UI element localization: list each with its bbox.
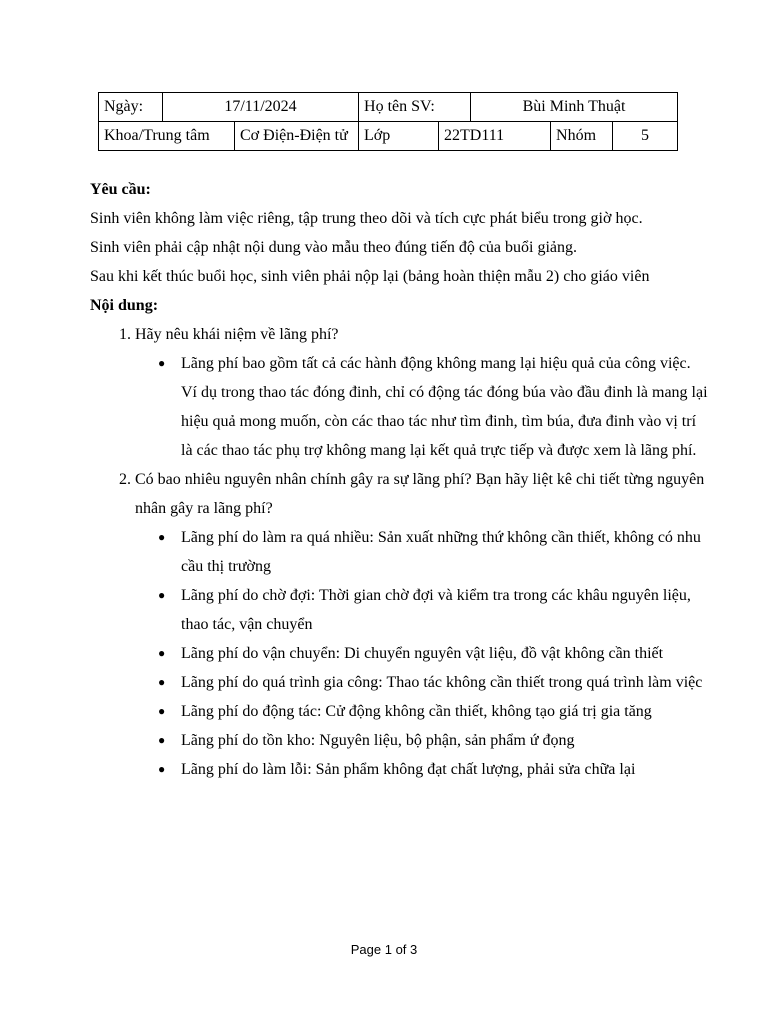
date-label: Ngày: bbox=[99, 93, 163, 122]
student-info-table bbox=[98, 92, 678, 151]
content-heading: Nội dung: bbox=[90, 297, 159, 314]
requirement-line: Sinh viên phải cập nhật nội dung vào mẫu theo đúng tiến độ của buổi giảng. bbox=[90, 239, 578, 256]
answer-item: ● Lãng phí do quá trình gia công: Thao tác không cần thiết trong quá trình làm việc bbox=[181, 668, 710, 697]
question-text: Có bao nhiêu nguyên nhân chính gây ra sự lãng phí? Bạn hãy liệt kê chi tiết từng nguyên nhân gây ra lãng phí? bbox=[135, 471, 705, 517]
class-value: 22TD111 bbox=[439, 122, 551, 151]
requirement-line: Sinh viên không làm việc riêng, tập trung theo dõi và tích cực phát biểu trong giờ học. bbox=[90, 210, 643, 227]
answer-item: ● Lãng phí do động tác: Cử động không cần thiết, không tạo giá trị gia tăng bbox=[181, 697, 710, 726]
document-body bbox=[90, 175, 710, 784]
answer-list bbox=[135, 523, 710, 784]
group-label: Nhóm bbox=[551, 122, 613, 151]
question-item bbox=[135, 465, 710, 784]
page-number: Page 1 of 3 bbox=[350, 942, 418, 957]
question-item bbox=[135, 320, 710, 465]
answer-item: ● Lãng phí do vận chuyển: Di chuyển nguyên vật liệu, đồ vật không cần thiết bbox=[181, 639, 710, 668]
name-label: Họ tên SV: bbox=[359, 93, 471, 122]
date-value: 17/11/2024 bbox=[163, 93, 359, 122]
group-value: 5 bbox=[613, 122, 678, 151]
answer-item: ● Lãng phí do làm ra quá nhiều: Sản xuất những thứ không cần thiết, không có nhu cầu thị trường bbox=[181, 523, 710, 581]
info-row-2 bbox=[99, 122, 678, 151]
class-label: Lớp bbox=[359, 122, 439, 151]
requirement-line: Sau khi kết thúc buổi học, sinh viên phải nộp lại (bảng hoàn thiện mẫu 2) cho giáo viên bbox=[90, 268, 650, 285]
info-row-1 bbox=[99, 93, 678, 122]
dept-label: Khoa/Trung tâm bbox=[99, 122, 235, 151]
answer-list bbox=[135, 349, 710, 465]
question-text: Hãy nêu khái niệm về lãng phí? bbox=[135, 326, 339, 343]
answer-item: ● Lãng phí do làm lỗi: Sản phẩm không đạt chất lượng, phải sửa chữa lại bbox=[181, 755, 710, 784]
name-value: Bùi Minh Thuật bbox=[471, 93, 678, 122]
answer-item: ● Lãng phí do tồn kho: Nguyên liệu, bộ phận, sản phẩm ứ đọng bbox=[181, 726, 710, 755]
answer-item: ● Lãng phí do chờ đợi: Thời gian chờ đợi và kiểm tra trong các khâu nguyên liệu, thao tác, vận chuyển bbox=[181, 581, 710, 639]
dept-value: Cơ Điện-Điện tử bbox=[235, 122, 359, 151]
answer-item: ● Lãng phí bao gồm tất cả các hành động không mang lại hiệu quả của công việc. Ví dụ trong thao tác đóng đinh, chỉ có động tác đóng búa vào đầu đinh là mang lại hiệu quả mong muốn, còn các thao tác như tìm đinh, tìm búa, đưa đinh vào vị trí là các thao tác phụ trợ không mang lại kết quả trực tiếp và được xem là lãng phí. bbox=[181, 349, 710, 465]
question-list bbox=[90, 320, 710, 784]
requirements-heading: Yêu cầu: bbox=[90, 181, 151, 198]
